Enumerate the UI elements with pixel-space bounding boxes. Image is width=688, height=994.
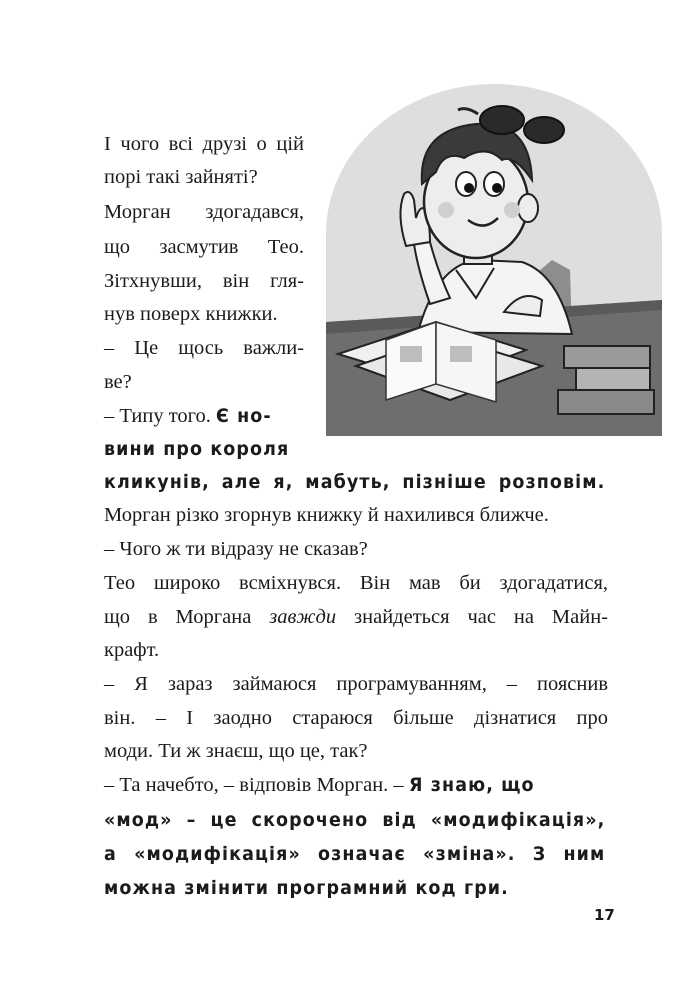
text-line: порі такі зайняті?	[104, 166, 258, 188]
text-line: – Я зараз займаюся програмуванням, – пояснив	[104, 673, 608, 695]
handwritten-line: «мод» – це скорочено від «модифікація»,	[104, 809, 606, 831]
handwritten-line: вини про короля	[104, 438, 290, 460]
text-line: Зітхнувши, він гля-	[104, 270, 304, 292]
text-line: Морган різко згорнув книжку й нахилився ближче.	[104, 504, 549, 526]
text-line: що в Моргана завжди знайдеться час на Майн-	[104, 606, 608, 628]
handwritten-line: можна змінити програмний код гри.	[104, 877, 509, 899]
handwritten-line: кликунів, але я, мабуть, пізніше розповім.	[104, 471, 606, 493]
text-line: – Типу того. Є но-	[104, 405, 272, 427]
text-line: І чого всі друзі о цій	[104, 133, 304, 155]
text-line: крафт.	[104, 639, 160, 661]
handwritten-line: а «модифікація» означає «зміна». З ним	[104, 843, 606, 865]
page-number: 17	[594, 906, 615, 924]
text-line: Морган здогадався,	[104, 201, 304, 223]
text-line: моди. Ти ж знаєш, що це, так?	[104, 740, 368, 762]
text-line: ве?	[104, 371, 132, 393]
emphasis: завжди	[269, 606, 337, 628]
text-line: що засмутив Тео.	[104, 236, 304, 258]
text-line: – Чого ж ти відразу не сказав?	[104, 538, 368, 560]
text-line: – Та начебто, – відповів Морган. – Я знаю, що	[104, 774, 535, 796]
text-line: він. – І заодно стараюся більше дізнатися про	[104, 707, 608, 729]
text-line: нув поверх книжки.	[104, 303, 278, 325]
text-line: Тео широко всміхнувся. Він мав би здогадатися,	[104, 572, 608, 594]
boy-reading-books-illustration	[326, 84, 662, 436]
text-line: – Це щось важли-	[104, 337, 304, 359]
